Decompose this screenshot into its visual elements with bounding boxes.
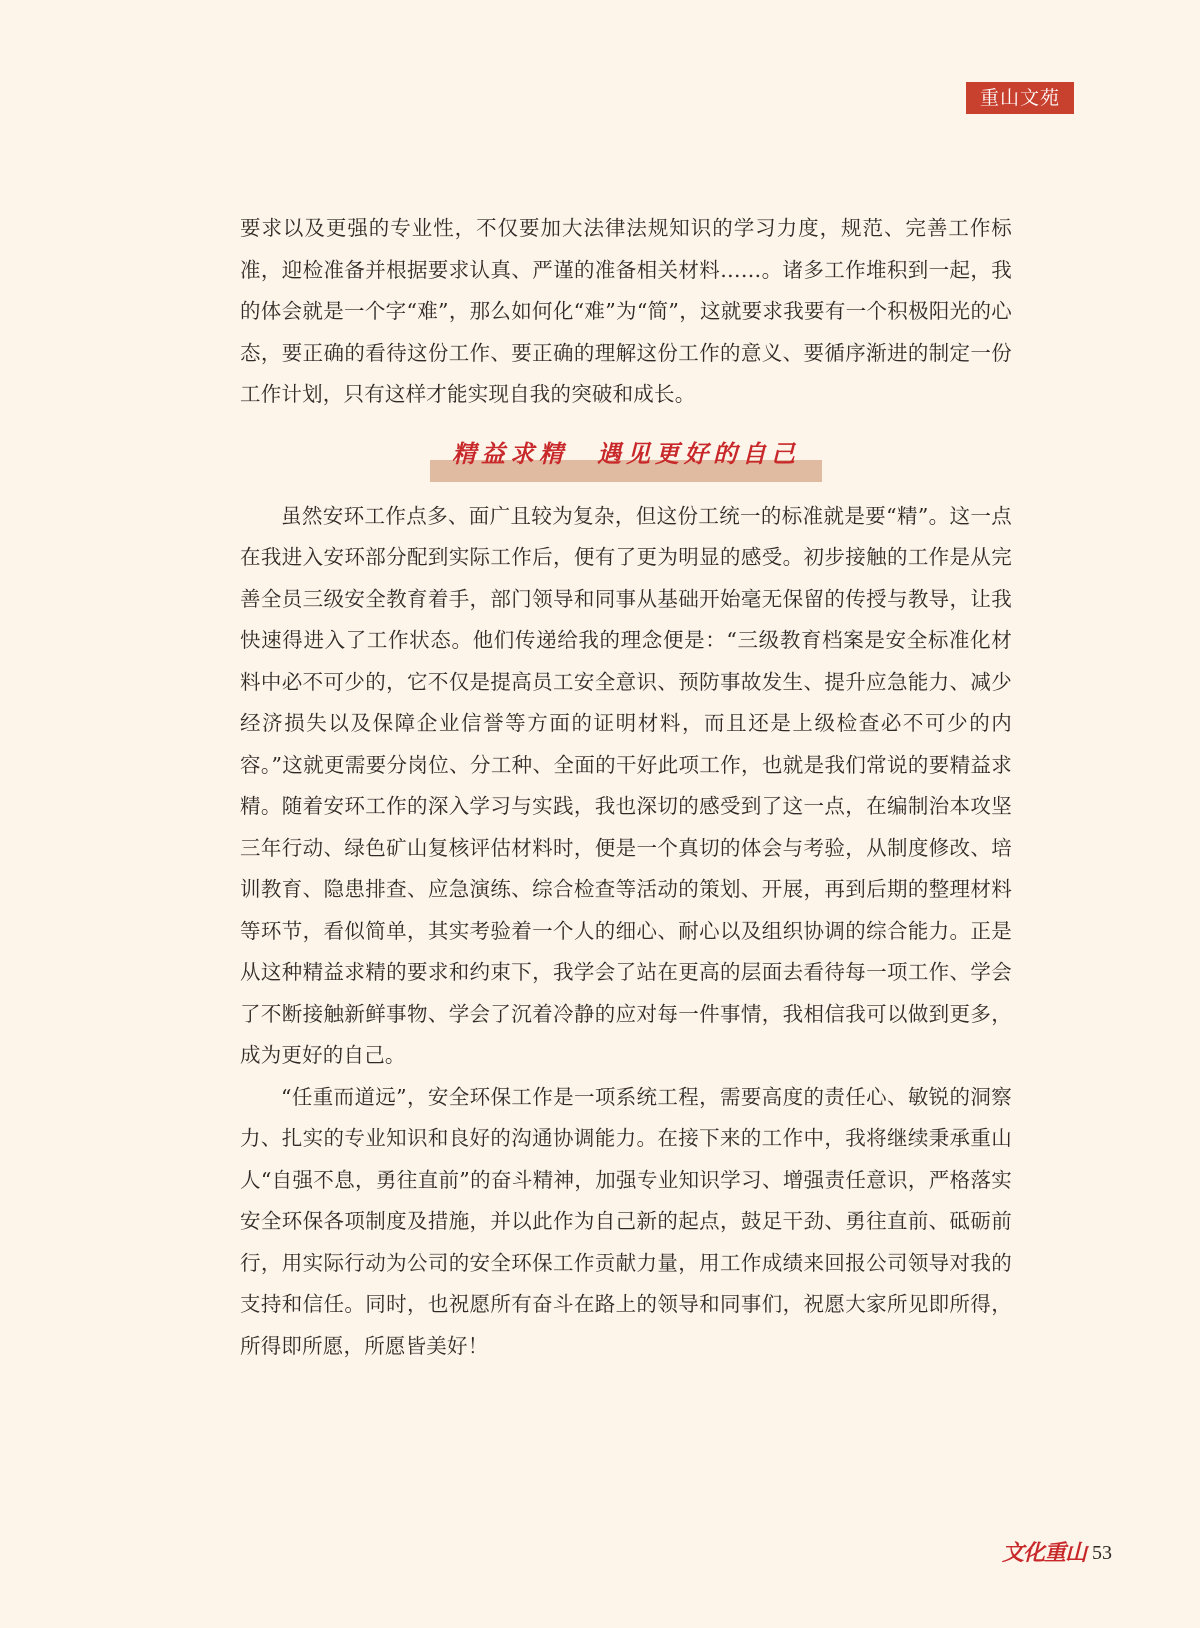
paragraph-continued: 要求以及更强的专业性，不仅要加大法律法规知识的学习力度，规范、完善工作标准，迎检准备并根据要求认真、严谨的准备相关材料……。诸多工作堆积到一起，我的体会就是一个字“难”，那么如何化“难”为“简”，这就要求我要有一个积极阳光的心态，要正确的看待这份工作、要正确的理解这份工作的意义、要循序渐进的制定一份工作计划，只有这样才能实现自我的突破和成长。 bbox=[240, 216, 1012, 406]
paragraph: 虽然安环工作点多、面广且较为复杂，但这份工统一的标准就是要“精”。这一点在我进入安环部分配到实际工作后，便有了更为明显的感受。初步接触的工作是从完善全员三级安全教育着手，部门领导和同事从基础开始毫无保留的传授与教导，让我快速得进入了工作状态。他们传递给我的理念便是：“三级教育档案是安全标准化材料中必不可少的，它不仅是提高员工安全意识、预防事故发生、提升应急能力、减少经济损失以及保障企业信誉等方面的证明材料，而且还是上级检查必不可少的内容。”这就更需要分岗位、分工种、全面的干好此项工作，也就是我们常说的要精益求精。随着安环工作的深入学习与实践，我也深切的感受到了这一点，在编制治本攻坚三年行动、绿色矿山复核评估材料时，便是一个真切的体会与考验，从制度修改、培训教育、隐患排查、应急演练、综合检查等活动的策划、开展，再到后期的整理材料等环节，看似简单，其实考验着一个人的细心、耐心以及组织协调的综合能力。正是从这种精益求精的要求和约束下，我学会了站在更高的层面去看待每一项工作、学会了不断接触新鲜事物、学会了沉着冷静的应对每一件事情，我相信我可以做到更多，成为更好的自己。 bbox=[240, 503, 1012, 1067]
paragraph: “任重而道远”，安全环保工作是一项系统工程，需要高度的责任心、敏锐的洞察力、扎实的专业知识和良好的沟通协调能力。在接下来的工作中，我将继续秉承重山人“自强不息，勇往直前”的奋斗精神，加强专业知识学习、增强责任意识，严格落实安全环保各项制度及措施，并以此作为自己新的起点，鼓足干劲、勇往直前、砥砺前行，用实际行动为公司的安全环保工作贡献力量，用工作成绩来回报公司领导对我的支持和信任。同时，也祝愿所有奋斗在路上的领导和同事们，祝愿大家所见即所得，所得即所愿，所愿皆美好！ bbox=[240, 1084, 1012, 1358]
section-tag: 重山文苑 bbox=[966, 82, 1074, 114]
section-heading-text: 精益求精 遇见更好的自己 bbox=[452, 438, 800, 468]
magazine-logo: 文化重山 bbox=[1002, 1540, 1087, 1566]
page-number: 53 bbox=[1092, 1542, 1112, 1564]
section-heading bbox=[240, 426, 1012, 490]
article-body bbox=[240, 208, 1012, 1367]
